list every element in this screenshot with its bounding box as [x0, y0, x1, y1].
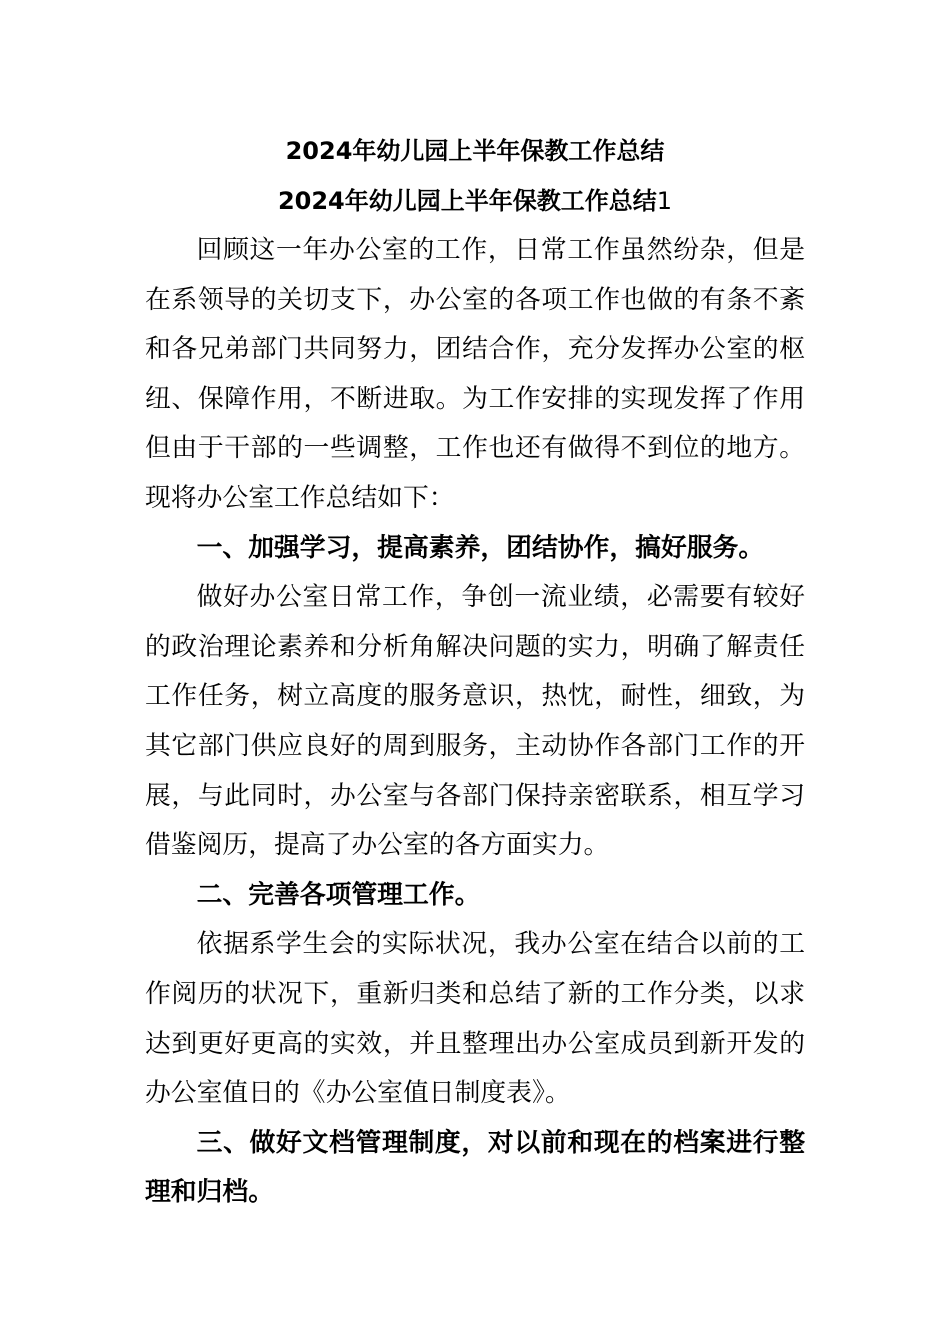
- paragraph-line: 工作任务，树立高度的服务意识，热忱，耐性，细致，为: [145, 681, 805, 712]
- section-heading: [145, 1119, 805, 1218]
- paragraph-line: 达到更好更高的实效，并且整理出办公室成员到新开发的: [145, 1028, 805, 1059]
- section-heading: [145, 524, 805, 574]
- paragraph-line: 借鉴阅历，提高了办公室的各方面实力。: [145, 830, 610, 861]
- document-title: 2024年幼儿园上半年保教工作总结: [285, 137, 665, 165]
- paragraph-line: 纽、保障作用，不断进取。为工作安排的实现发挥了作用: [145, 383, 805, 414]
- paragraph-line: 回顾这一年办公室的工作，日常工作虽然纷杂，但是: [196, 235, 805, 265]
- paragraph-line: 依据系学生会的实际状况，我办公室在结合以前的工: [196, 929, 805, 960]
- paragraph-line: 其它部门供应良好的周到服务，主动协作各部门工作的开: [145, 730, 805, 761]
- paragraph-line: 三、做好文档管理制度，对以前和现在的档案进行整: [196, 1127, 805, 1158]
- paragraph-line: 做好办公室日常工作，争创一流业绩，必需要有较好: [196, 582, 805, 613]
- document-subtitle: [0, 186, 950, 216]
- paragraph-line: 办公室值日的《办公室值日制度表》。: [145, 1078, 571, 1109]
- paragraph-line: 二、完善各项管理工作。: [196, 879, 481, 910]
- paragraph-line: 但由于干部的一些调整，工作也还有做得不到位的地方。: [145, 433, 805, 464]
- paragraph-line: 作阅历的状况下，重新归类和总结了新的工作分类，以求: [145, 978, 805, 1009]
- document-body: [145, 226, 805, 1218]
- subtitle-text: 2024年幼儿园上半年保教工作总结: [277, 187, 657, 215]
- body-paragraph: [145, 920, 805, 1118]
- paragraph-line: 现将办公室工作总结如下：: [145, 482, 455, 513]
- body-paragraph: [145, 573, 805, 871]
- paragraph-line: 理和归档。: [145, 1177, 274, 1208]
- section-heading: [145, 871, 805, 921]
- paragraph-line: 的政治理论素养和分析角解决问题的实力，明确了解责任: [145, 631, 805, 662]
- subtitle-number: 1: [656, 187, 673, 215]
- paragraph-line: 一、加强学习，提高素养，团结协作，搞好服务。: [196, 532, 765, 563]
- paragraph-line: 展，与此同时，办公室与各部门保持亲密联系，相互学习: [145, 780, 805, 811]
- body-paragraph: [145, 226, 805, 524]
- paragraph-line: 在系领导的关切支下，办公室的各项工作也做的有条不紊: [145, 284, 805, 315]
- paragraph-line: 和各兄弟部门共同努力，团结合作，充分发挥办公室的枢: [145, 334, 805, 365]
